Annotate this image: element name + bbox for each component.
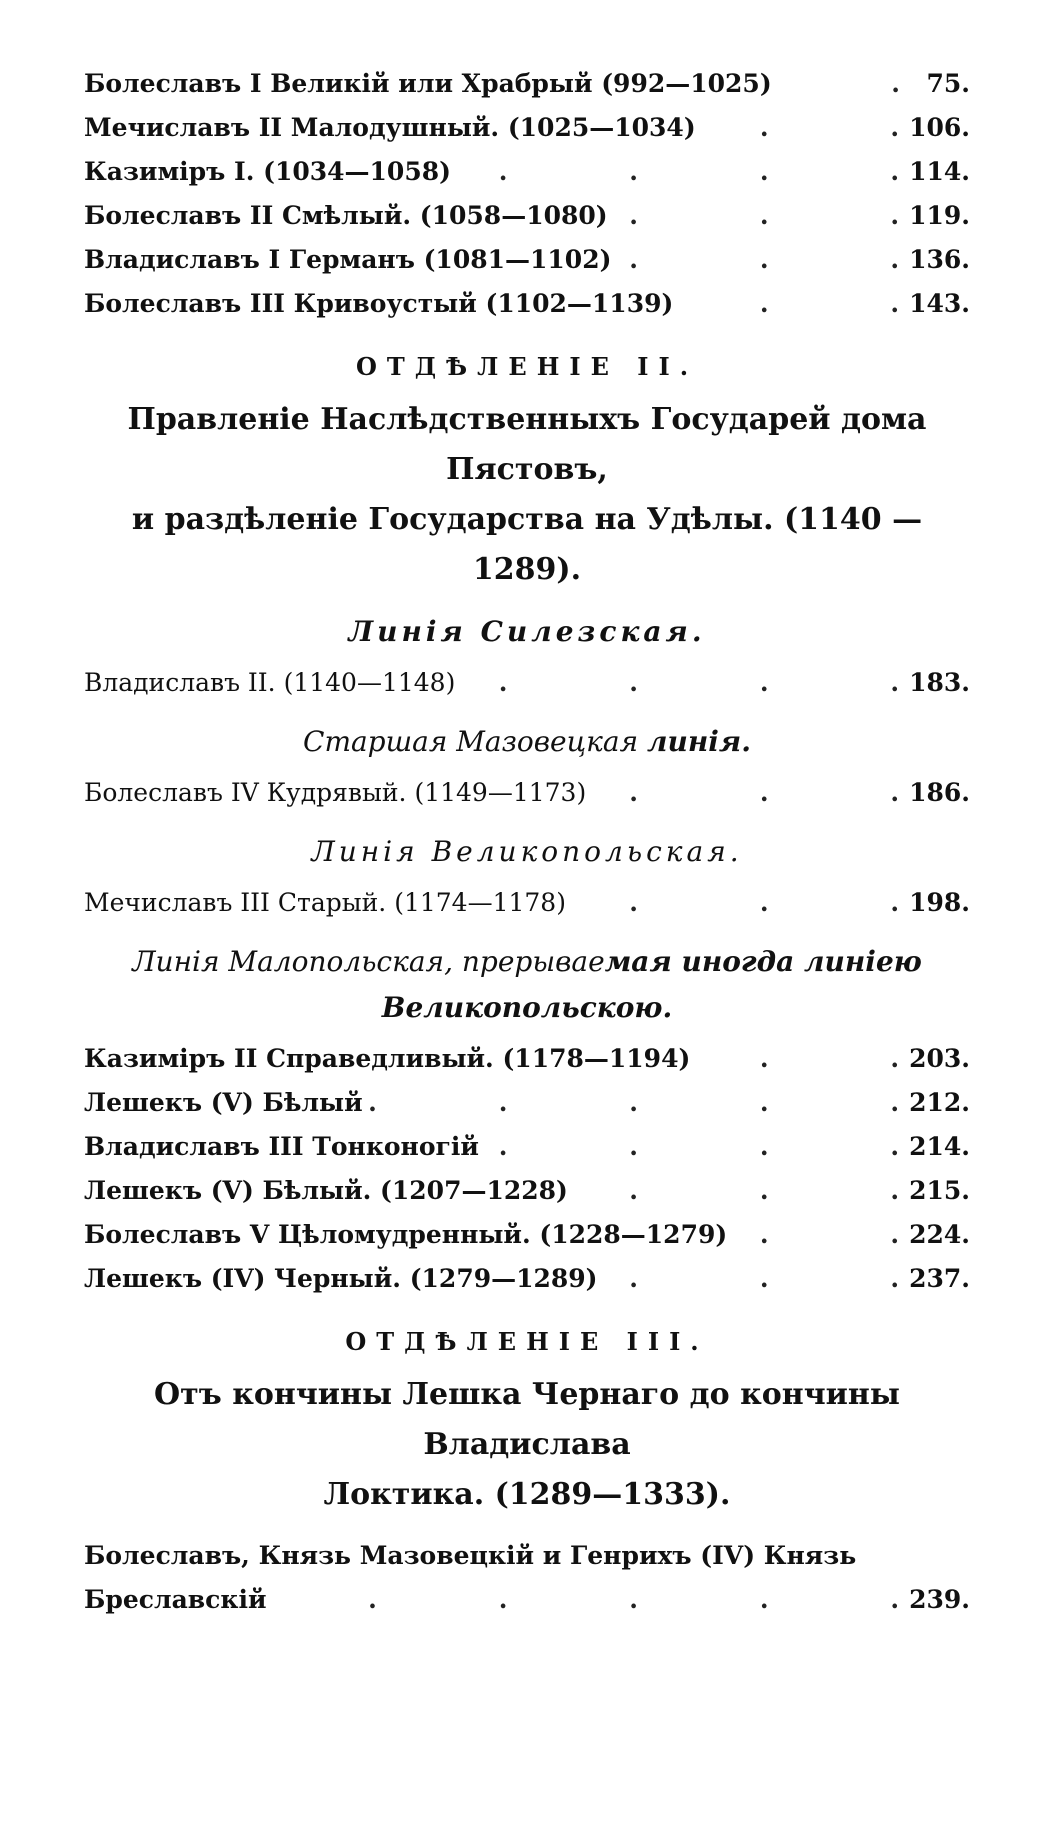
dot-leader (266, 1578, 909, 1622)
line-title-lesser-poland (84, 939, 970, 1031)
line-title-line (84, 939, 970, 985)
toc-entry: Владиславъ II. (1140—1148) (84, 668, 456, 697)
toc-entry-multiline: Болеславъ, Князь Мазовецкій и Генрихъ (IV) Князь (84, 1541, 857, 1570)
dot-leader (586, 771, 909, 815)
toc-page-number: 75. (926, 69, 970, 98)
toc-entry: Лешекъ (V) Бѣлый (84, 1088, 363, 1117)
toc-page-number: 198. (909, 888, 970, 917)
toc-row (84, 282, 970, 326)
toc-entry: Болеславъ V Цѣломудренный. (1228—1279) (84, 1220, 728, 1249)
dot-leader (727, 1213, 909, 1257)
toc-entry: Болеславъ II Смѣлый. (1058—1080) (84, 201, 608, 230)
toc-row (84, 771, 970, 815)
toc-row (84, 1125, 970, 1169)
toc-entry: Болеславъ I Великій или Храбрый (992—1025) (84, 69, 772, 98)
toc-row (84, 150, 970, 194)
dot-leader (451, 150, 909, 194)
section-title-line: Правленіе Наслѣдственныхъ Государей дома Пястовъ, (127, 402, 927, 487)
toc-page-number: 215. (909, 1176, 970, 1205)
toc-page-number: 143. (909, 289, 970, 318)
toc-entry: Казиміръ II Справедливый. (1178—1194) (84, 1044, 691, 1073)
toc-entry: Владиславъ III Тонконогій (84, 1132, 479, 1161)
toc-page-number: 239. (909, 1585, 970, 1614)
line-title-main: Старшая Мазовецкая (303, 725, 639, 758)
dot-leader (772, 62, 910, 106)
toc-page-number: 214. (909, 1132, 970, 1161)
line-title-part: Линія Малопольская, прерывае (132, 945, 605, 978)
toc-page-number: 119. (909, 201, 970, 230)
toc-row (84, 106, 970, 150)
toc-entry: Мечиславъ III Старый. (1174—1178) (84, 888, 566, 917)
toc-entry: Лешекъ (V) Бѣлый. (1207—1228) (84, 1176, 568, 1205)
section-title-line: Локтика. (1289—1333). (323, 1477, 731, 1512)
dot-leader (696, 106, 909, 150)
toc-entry: Казиміръ I. (1034—1058) (84, 157, 451, 186)
toc-page-number: 224. (909, 1220, 970, 1249)
toc-entry: Владиславъ I Германъ (1081—1102) (84, 245, 612, 274)
toc-page-number: 212. (909, 1088, 970, 1117)
toc-row (84, 1037, 970, 1081)
section-heading: ОТДѢЛЕНІЕ III. (345, 1327, 709, 1356)
toc-page-number: 114. (909, 157, 970, 186)
toc-row (84, 1081, 970, 1125)
dot-leader (598, 1257, 910, 1301)
dot-leader (363, 1081, 909, 1125)
dot-leader (479, 1125, 909, 1169)
toc-row (84, 1578, 970, 1622)
toc-page-number: 203. (909, 1044, 970, 1073)
toc-row (84, 881, 970, 925)
toc-entry: Болеславъ III Кривоустый (1102—1139) (84, 289, 674, 318)
toc-entry: Болеславъ IV Кудрявый. (1149—1173) (84, 778, 587, 807)
dot-leader (568, 1169, 909, 1213)
toc-page (84, 62, 970, 1622)
toc-row (84, 1169, 970, 1213)
dot-leader (673, 282, 909, 326)
section-title (84, 395, 970, 595)
toc-row (84, 1257, 970, 1301)
line-title-greater-poland: Линія Великопольская. (311, 835, 743, 868)
toc-entry: Мечиславъ II Малодушный. (1025—1034) (84, 113, 696, 142)
dot-leader (608, 194, 910, 238)
toc-entry: Лешекъ (IV) Черный. (1279—1289) (84, 1264, 598, 1293)
toc-entry: Бреславскій (84, 1585, 267, 1614)
dot-leader (455, 661, 909, 705)
toc-row (84, 661, 970, 705)
line-title-tail: линія. (647, 725, 751, 758)
section-title (84, 1370, 970, 1520)
toc-page-number: 237. (909, 1264, 970, 1293)
toc-page-number: 186. (909, 778, 970, 807)
dot-leader (690, 1037, 909, 1081)
line-title-part: мая иногда линіею (604, 945, 922, 978)
line-title-silesian: Линія Силезская. (348, 615, 706, 648)
dot-leader (566, 881, 909, 925)
toc-row (84, 194, 970, 238)
dot-leader (611, 238, 909, 282)
toc-row (84, 62, 970, 106)
toc-page-number: 183. (909, 668, 970, 697)
line-title-mazovian (84, 719, 970, 765)
toc-row (84, 238, 970, 282)
toc-row (84, 1213, 970, 1257)
line-title-line: Великопольскою. (381, 991, 673, 1024)
section-title-line: и раздѣленіе Государства на Удѣлы. (1140 — 1289). (131, 502, 923, 587)
toc-page-number: 106. (909, 113, 970, 142)
section-heading: ОТДѢЛЕНІЕ II. (355, 352, 699, 381)
toc-page-number: 136. (909, 245, 970, 274)
section-title-line: Отъ кончины Лешка Чернаго до кончины Владислава (154, 1377, 900, 1462)
